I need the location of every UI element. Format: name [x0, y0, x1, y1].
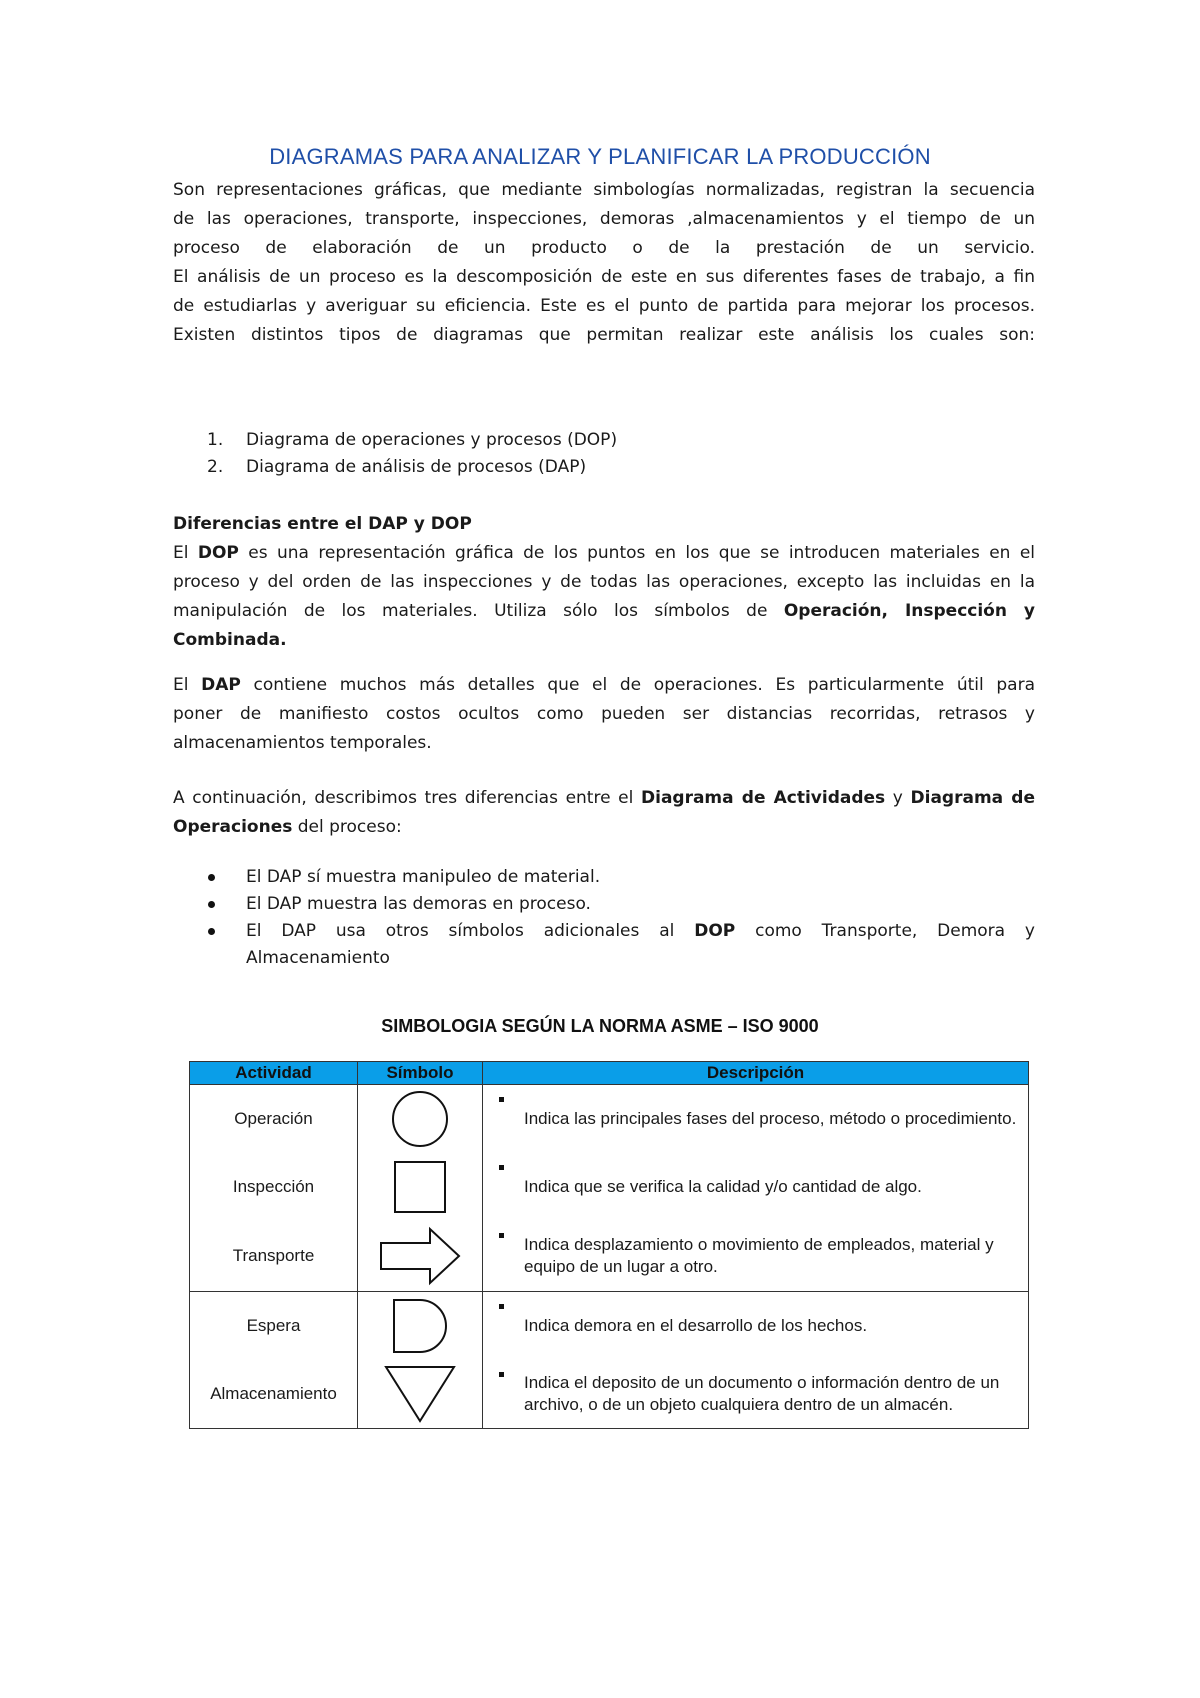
differences-section	[173, 510, 1035, 655]
intro-line: de las operaciones, transporte, inspecciones, demoras ,almacenamientos y el tiempo de un	[173, 209, 1035, 229]
dop-line: El DOP es una representación gráfica de los puntos en los que se introducen materiales en el	[173, 543, 1035, 563]
bullet-icon	[208, 901, 215, 908]
bullet-icon	[208, 928, 215, 935]
square-bullet-icon	[499, 1165, 504, 1170]
intro-line: El análisis de un proceso es la descomposición de este en sus diferentes fases de trabajo, a fin	[173, 267, 1035, 287]
description-text: Indica que se verifica la calidad y/o cantidad de algo.	[524, 1177, 922, 1196]
dop-line: Combinada.	[173, 630, 287, 650]
continuation-paragraph	[173, 784, 1035, 842]
arrow-right-icon	[378, 1226, 462, 1286]
square-icon	[392, 1159, 448, 1215]
description-text: Indica las principales fases del proceso, método o procedimiento.	[524, 1109, 1017, 1128]
dap-line: almacenamientos temporales.	[173, 733, 432, 753]
page-title: DIAGRAMAS PARA ANALIZAR Y PLANIFICAR LA PRODUCCIÓN	[269, 144, 931, 169]
cell-simbolo	[358, 1085, 483, 1154]
dop-line: manipulación de los materiales. Utiliza sólo los símbolos de Operación, Inspección y	[173, 601, 1035, 621]
square-bullet-icon	[499, 1372, 504, 1377]
cell-descripcion	[483, 1153, 1029, 1221]
table-row	[190, 1360, 1029, 1429]
dap-paragraph	[173, 671, 1035, 758]
table-header-row	[190, 1062, 1029, 1085]
circle-icon	[390, 1089, 450, 1149]
intro-line: de estudiarlas y averiguar su eficiencia. Este es el punto de partida para mejorar los procesos.	[173, 296, 1035, 316]
cell-actividad: Inspección	[190, 1153, 358, 1221]
cell-simbolo	[358, 1153, 483, 1221]
continuation-line: A continuación, describimos tres diferencias entre el Diagrama de Actividades y Diagrama de	[173, 788, 1035, 808]
table-title: SIMBOLOGIA SEGÚN LA NORMA ASME – ISO 9000	[381, 1016, 819, 1036]
intro-line: proceso de elaboración de un producto o de la prestación de un servicio.	[173, 238, 1035, 258]
triangle-down-icon	[383, 1364, 457, 1424]
dap-line: poner de manifiesto costos ocultos como pueden ser distancias recorridas, retrasos y	[173, 704, 1035, 724]
continuation-line: Operaciones del proceso:	[173, 817, 402, 837]
bullet-text: El DAP sí muestra manipuleo de material.	[246, 867, 601, 887]
cell-actividad: Transporte	[190, 1221, 358, 1292]
bullet-text: El DAP muestra las demoras en proceso.	[246, 894, 591, 914]
intro-line: Existen distintos tipos de diagramas que permitan realizar este análisis los cuales son:	[173, 325, 1035, 345]
intro-line: Son representaciones gráficas, que mediante simbologías normalizadas, registran la secuencia	[173, 180, 1035, 200]
header-descripcion: Descripción	[483, 1062, 1029, 1085]
dop-line: proceso y del orden de las inspecciones y de todas las operaciones, excepto las incluidas en la	[173, 572, 1035, 592]
cell-actividad: Almacenamiento	[190, 1360, 358, 1429]
bullet-text: El DAP usa otros símbolos adicionales al DOP como Transporte, Demora y	[246, 921, 1035, 941]
header-actividad: Actividad	[190, 1062, 358, 1085]
cell-descripcion	[483, 1292, 1029, 1361]
cell-descripcion	[483, 1360, 1029, 1429]
header-simbolo: Símbolo	[358, 1062, 483, 1085]
table-row	[190, 1292, 1029, 1361]
cell-simbolo	[358, 1221, 483, 1292]
table-row	[190, 1085, 1029, 1154]
square-bullet-icon	[499, 1097, 504, 1102]
symbology-table	[189, 1061, 1029, 1429]
d-shape-icon	[390, 1297, 450, 1355]
cell-actividad: Espera	[190, 1292, 358, 1361]
cell-descripcion	[483, 1221, 1029, 1292]
cell-simbolo	[358, 1360, 483, 1429]
list-number: 1.	[207, 430, 224, 450]
list-text: Diagrama de operaciones y procesos (DOP)	[246, 430, 618, 450]
description-text: Indica demora en el desarrollo de los hechos.	[524, 1316, 868, 1335]
list-number: 2.	[207, 457, 224, 477]
cell-simbolo	[358, 1292, 483, 1361]
square-bullet-icon	[499, 1233, 504, 1238]
cell-actividad: Operación	[190, 1085, 358, 1154]
list-text: Diagrama de análisis de procesos (DAP)	[246, 457, 587, 477]
intro-paragraph	[173, 176, 1035, 350]
section-heading: Diferencias entre el DAP y DOP	[173, 514, 472, 534]
bullet-text: Almacenamiento	[246, 948, 390, 968]
bullet-icon	[208, 874, 215, 881]
table-row	[190, 1153, 1029, 1221]
dap-line: El DAP contiene muchos más detalles que el de operaciones. Es particularmente útil para	[173, 675, 1035, 695]
description-text: Indica el deposito de un documento o información dentro de un archivo, o de un objeto cualquiera dentro de un almacén.	[524, 1373, 1000, 1414]
description-text: Indica desplazamiento o movimiento de empleados, material y equipo de un lugar a otro.	[524, 1235, 994, 1276]
square-bullet-icon	[499, 1304, 504, 1309]
table-row	[190, 1221, 1029, 1292]
cell-descripcion	[483, 1085, 1029, 1154]
